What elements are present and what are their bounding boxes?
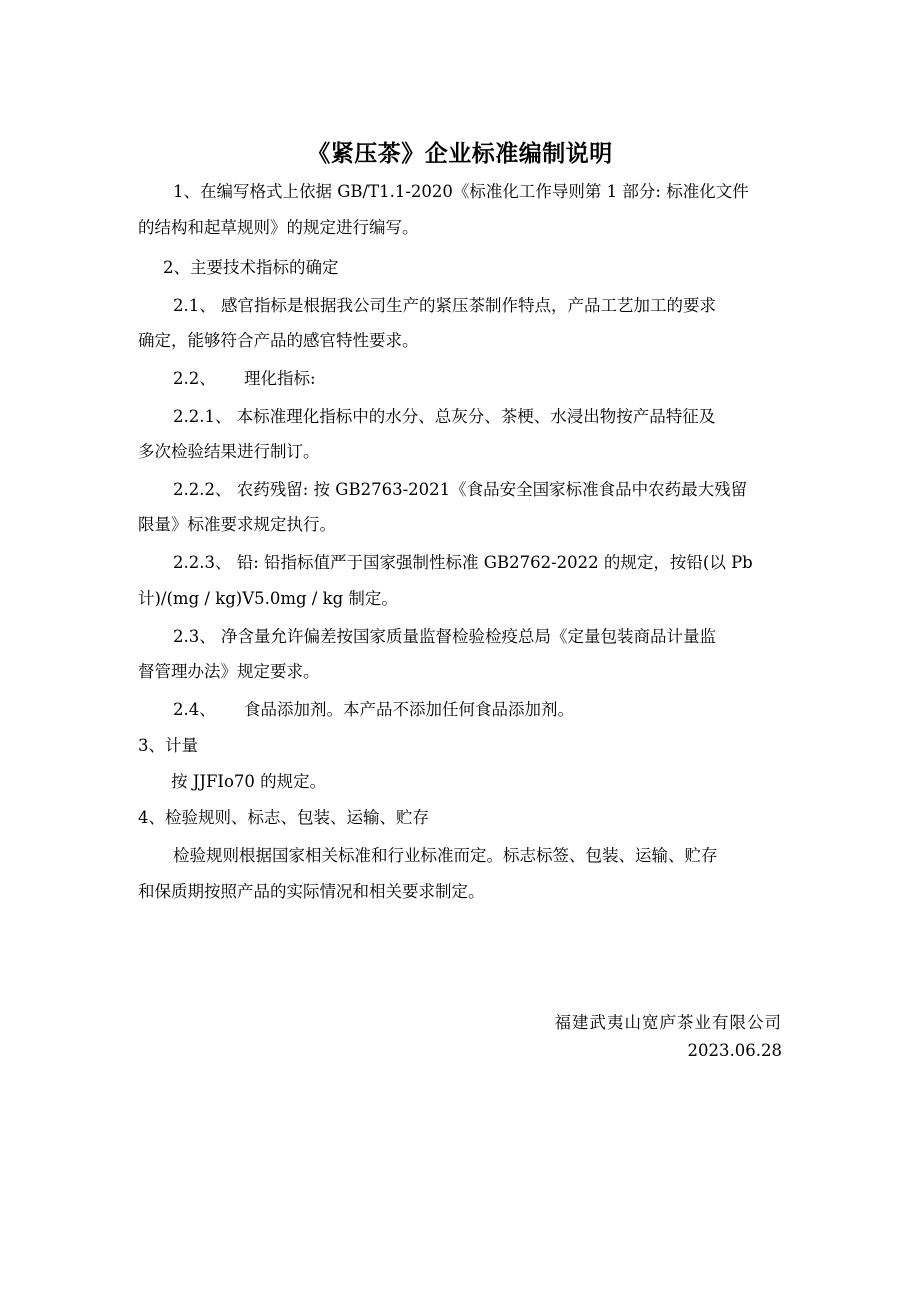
section-2-4-number: 2.4、 (173, 700, 216, 719)
section-2-1-line-1: 2.1、 感官指标是根据我公司生产的紧压茶制作特点，产品工艺加工的要求 (173, 296, 716, 315)
section-2-2-2-line-2: 限量》标准要求规定执行。 (138, 515, 336, 534)
para-1-line-1: 1、在编写格式上依据 GB/T1.1-2020《标准化工作导则第 1 部分: 标准化文件 (173, 182, 749, 201)
section-2-3-line-2: 督管理办法》规定要求。 (138, 662, 320, 681)
section-2-2-1-line-1: 2.2.1、 本标准理化指标中的水分、总灰分、茶梗、水浸出物按产品特征及 (173, 407, 716, 426)
para-4-line-1: 检验规则根据国家相关标准和行业标准而定。标志标签、包装、运输、贮存 (173, 846, 718, 865)
para-4-line-2: 和保质期按照产品的实际情况和相关要求制定。 (138, 882, 485, 901)
section-2-2-3-line-1: 2.2.3、 铅: 铅指标值严于国家强制性标准 GB2762-2022 的规定，按铅(以 Pb (173, 553, 753, 572)
para-1-line-2: 的结构和起草规则》的规定进行编写。 (138, 218, 419, 237)
section-2-3-line-1: 2.3、 净含量允许偏差按国家质量监督检验检疫总局《定量包装商品计量监 (173, 627, 716, 646)
section-2-1-line-2: 确定，能够符合产品的感官特性要求。 (138, 331, 419, 350)
section-2-2-number: 2.2、 (173, 369, 216, 388)
document-date: 2023.06.28 (687, 1041, 782, 1060)
section-2-2-1-line-2: 多次检验结果进行制订。 (138, 442, 320, 461)
heading-4: 4、检验规则、标志、包装、运输、贮存 (138, 808, 429, 827)
document-title: 《紧压茶》企业标准编制说明 (307, 141, 613, 167)
section-2-2-2-line-1: 2.2.2、 农药残留: 按 GB2763-2021《食品安全国家标准食品中农药最大残留 (173, 480, 748, 499)
heading-2: 2、主要技术指标的确定 (163, 258, 339, 277)
section-2-4-text: 食品添加剂。本产品不添加任何食品添加剂。 (244, 700, 574, 719)
company-name: 福建武夷山宽庐茶业有限公司 (554, 1013, 782, 1032)
section-2-2-3-line-2: 计)/(mg / kg)V5.0mg / kg 制定。 (138, 589, 398, 608)
section-2-2-text: 理化指标: (244, 369, 316, 388)
para-3: 按 JJFIo70 的规定。 (171, 772, 327, 791)
heading-3: 3、计量 (138, 736, 198, 755)
